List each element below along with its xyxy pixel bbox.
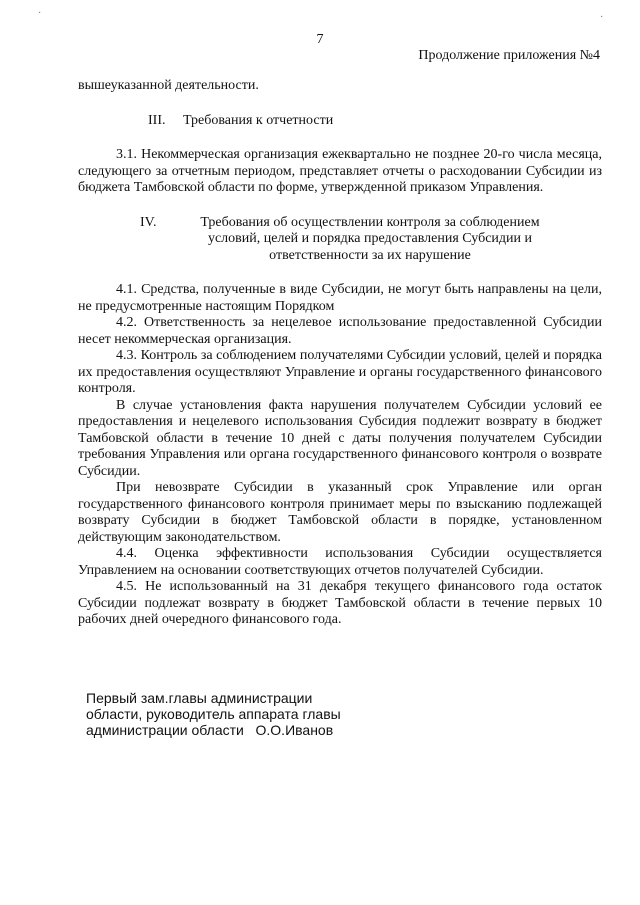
scan-speck: · [38, 8, 42, 19]
paragraph-4-3: 4.3. Контроль за соблюдением получателями Субсидии условий, целей и порядка их предоставления осуществляют Управление и органы государственного финансового контроля. [78, 348, 602, 396]
section-4-title-line: условий, целей и порядка предоставления Субсидии и [207, 231, 533, 246]
paragraph-4-2: 4.2. Ответственность за нецелевое использование предоставленной Субсидии несет некоммерческая организация. [78, 315, 602, 347]
paragraph-4-3-nonreturn: При невозврате Субсидии в указанный срок Управление или орган государственного финансового контроля принимает меры по взысканию подлежащей возврату Субсидии в бюджет Тамбовской области в порядке, установленном действующим законодательством. [78, 480, 602, 545]
signature-block [86, 690, 341, 738]
paragraph-4-5: 4.5. Не использованный на 31 декабря текущего финансового года остаток Субсидии подлежат возврату в бюджет Тамбовской области в течение первых 10 рабочих дней очередного финансового года. [78, 579, 602, 627]
signature-line: администрации области О.О.Иванов [86, 722, 334, 738]
paragraph-3-1: 3.1. Некоммерческая организация ежеквартально не позднее 20-го числа месяца, следующего за отчетным периодом, представляет отчеты о расходовании Субсидии из бюджета Тамбовской области по форме, утвержденной приказом Управления. [78, 147, 602, 195]
paragraph-4-1: 4.1. Средства, полученные в виде Субсидии, не могут быть направлены на цели, не предусмотренные настоящим Порядком [78, 282, 602, 314]
paragraph-4-4: 4.4. Оценка эффективности использования Субсидии осуществляется Управлением на основании соответствующих отчетов получателей Субсидии. [78, 546, 602, 578]
page-number: 7 [316, 32, 324, 47]
signature-line: области, руководитель аппарата главы [86, 706, 341, 722]
paragraph-4-3-violation: В случае установления факта нарушения получателем Субсидии условий ее предоставления и нецелевого использования Субсидия подлежит возврату в бюджет Тамбовской области в течение 10 дней с даты получения получателем Субсидии требования Управления или органа государственного финансового контроля о возврате Субсидии. [78, 397, 602, 479]
section-4-number: IV. [140, 214, 157, 230]
scan-speck: · [600, 12, 604, 23]
appendix-continuation: Продолжение приложения №4 [418, 48, 600, 63]
section-3-number: III. [148, 112, 166, 128]
section-4-heading [78, 215, 602, 265]
section-4-title-line: Требования об осуществлении контроля за соблюдением [200, 214, 540, 230]
signature-line: Первый зам.главы администрации [86, 690, 313, 706]
section-3-heading [78, 113, 602, 130]
section-3-title: Требования к отчетности [183, 112, 334, 128]
document-body [78, 78, 602, 629]
intro-line: вышеуказанной деятельности. [78, 78, 259, 93]
section-4-title-line: ответственности за их нарушение [269, 247, 471, 263]
